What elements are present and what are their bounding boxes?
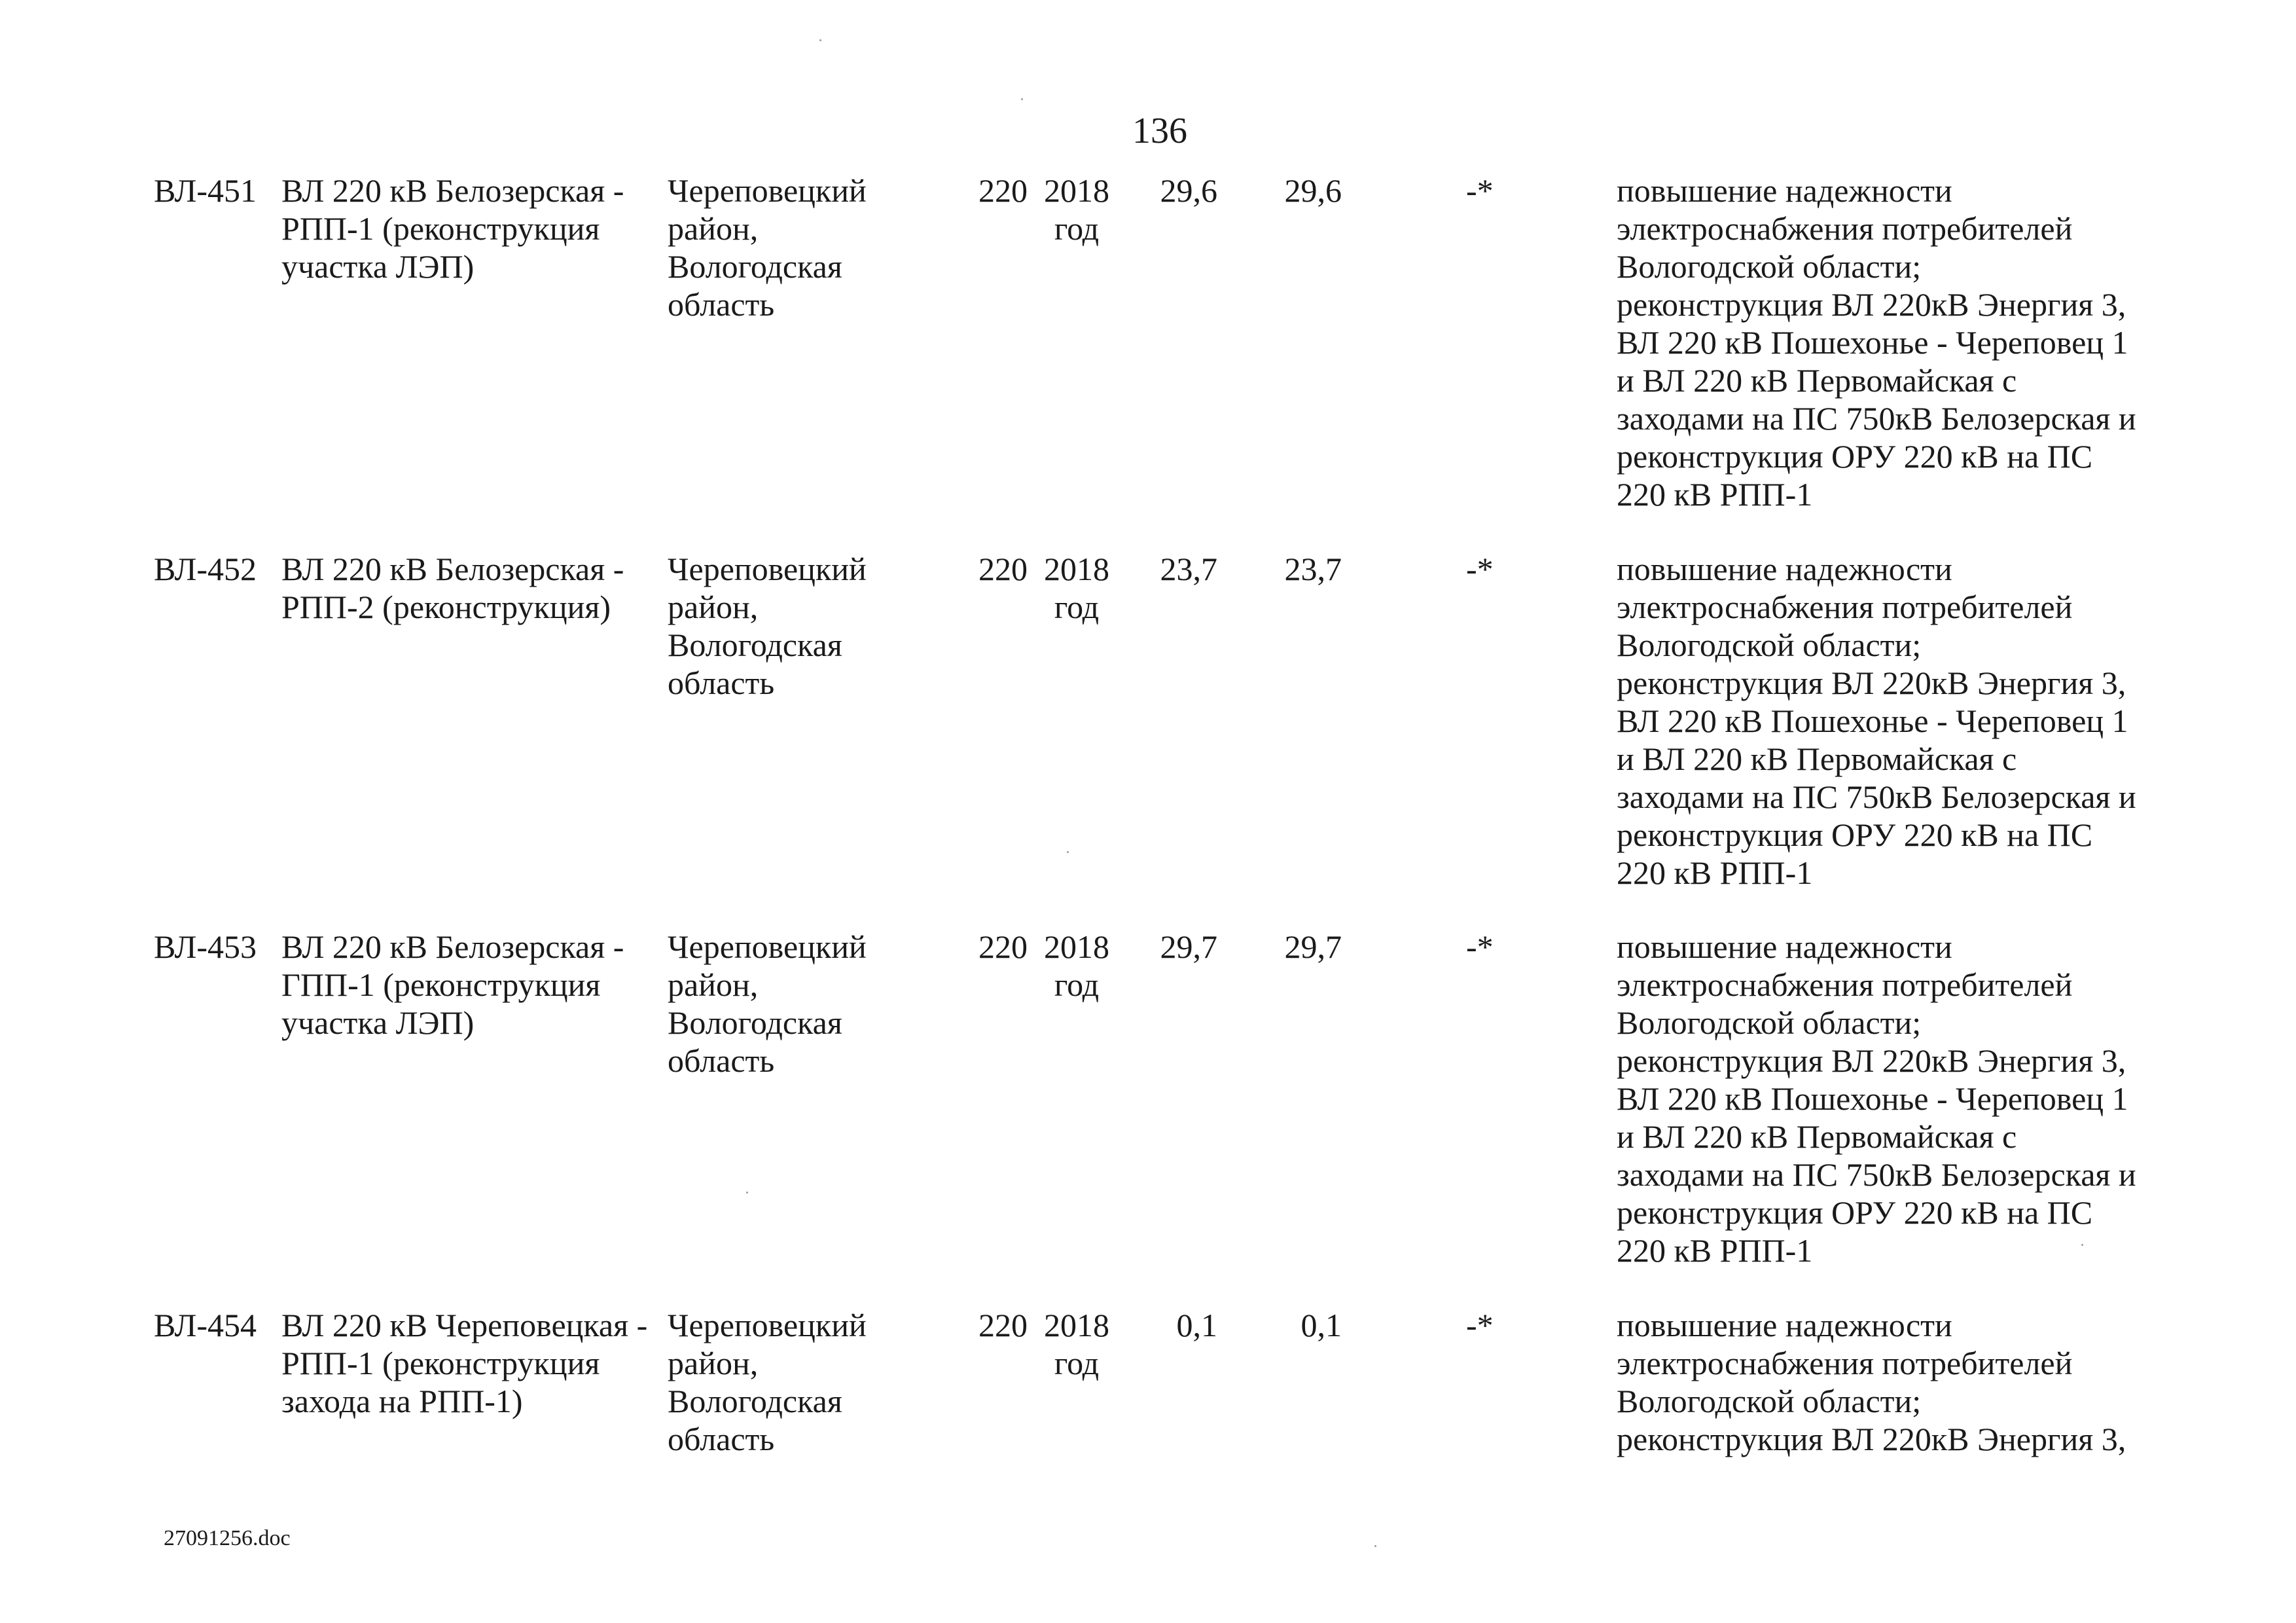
line-purpose: повышение надежности электроснабжения потребителей Вологодской области; реконструкция ВЛ 220кВ Энергия 3, [1617,1307,2126,1457]
line-region: Череповецкий район, Вологодская область [668,928,867,1079]
footer-doc-code: 27091256.doc [164,1526,291,1550]
line-value-2: 23,7 [1284,551,1342,587]
line-voltage: 220 [978,1307,1028,1343]
line-name: ВЛ 220 кВ Белозерская - РПП-2 (реконструкция) [281,551,624,625]
line-purpose: повышение надежности электроснабжения потребителей Вологодской области; реконструкция ВЛ 220кВ Энергия 3, ВЛ 220 кВ Пошехонье - Череповец 1 и ВЛ 220 кВ Первомайская с заходами на ПС 750кВ Белозерская и реконструкция ОРУ 220 кВ на ПС 220 кВ РПП-1 [1617,172,2136,513]
line-code: ВЛ-452 [154,551,257,587]
line-value-1: 29,7 [1160,928,1217,965]
line-region: Череповецкий район, Вологодская область [668,551,867,701]
line-value-2: 0,1 [1300,1307,1342,1343]
scan-speck [1374,1545,1376,1547]
line-voltage: 220 [978,172,1028,209]
line-name: ВЛ 220 кВ Белозерская - ГПП-1 (реконструкция участка ЛЭП) [281,928,624,1041]
line-name: ВЛ 220 кВ Череповецкая - РПП-1 (реконструкция захода на РПП-1) [281,1307,648,1419]
line-name: ВЛ 220 кВ Белозерская - РПП-1 (реконструкция участка ЛЭП) [281,172,624,285]
line-region: Череповецкий район, Вологодская область [668,1307,867,1457]
line-value-2: 29,7 [1284,928,1342,965]
line-dash-mark: -* [1466,1307,1494,1343]
line-purpose: повышение надежности электроснабжения потребителей Вологодской области; реконструкция ВЛ 220кВ Энергия 3, ВЛ 220 кВ Пошехонье - Череповец 1 и ВЛ 220 кВ Первомайская с заходами на ПС 750кВ Белозерская и реконструкция ОРУ 220 кВ на ПС 220 кВ РПП-1 [1617,551,2136,891]
line-value-1: 0,1 [1176,1307,1217,1343]
scan-speck [819,39,821,41]
scan-speck [1067,851,1069,853]
page-number: 136 [1132,111,1187,151]
line-dash-mark: -* [1466,928,1494,965]
line-region: Череповецкий район, Вологодская область [668,172,867,323]
scan-speck [746,1192,748,1194]
line-value-2: 29,6 [1284,172,1342,209]
line-year: 2018 год [1044,928,1109,1003]
line-dash-mark: -* [1466,551,1494,587]
line-dash-mark: -* [1466,172,1494,209]
line-voltage: 220 [978,928,1028,965]
line-year: 2018 год [1044,172,1109,247]
line-purpose: повышение надежности электроснабжения потребителей Вологодской области; реконструкция ВЛ 220кВ Энергия 3, ВЛ 220 кВ Пошехонье - Череповец 1 и ВЛ 220 кВ Первомайская с заходами на ПС 750кВ Белозерская и реконструкция ОРУ 220 кВ на ПС 220 кВ РПП-1 [1617,928,2136,1269]
line-year: 2018 год [1044,551,1109,625]
line-voltage: 220 [978,551,1028,587]
scan-speck [2081,1244,2083,1246]
line-value-1: 29,6 [1160,172,1217,209]
line-year: 2018 год [1044,1307,1109,1381]
line-value-1: 23,7 [1160,551,1217,587]
scan-speck [1021,98,1023,100]
line-code: ВЛ-453 [154,928,257,965]
line-code: ВЛ-454 [154,1307,257,1343]
line-code: ВЛ-451 [154,172,257,209]
